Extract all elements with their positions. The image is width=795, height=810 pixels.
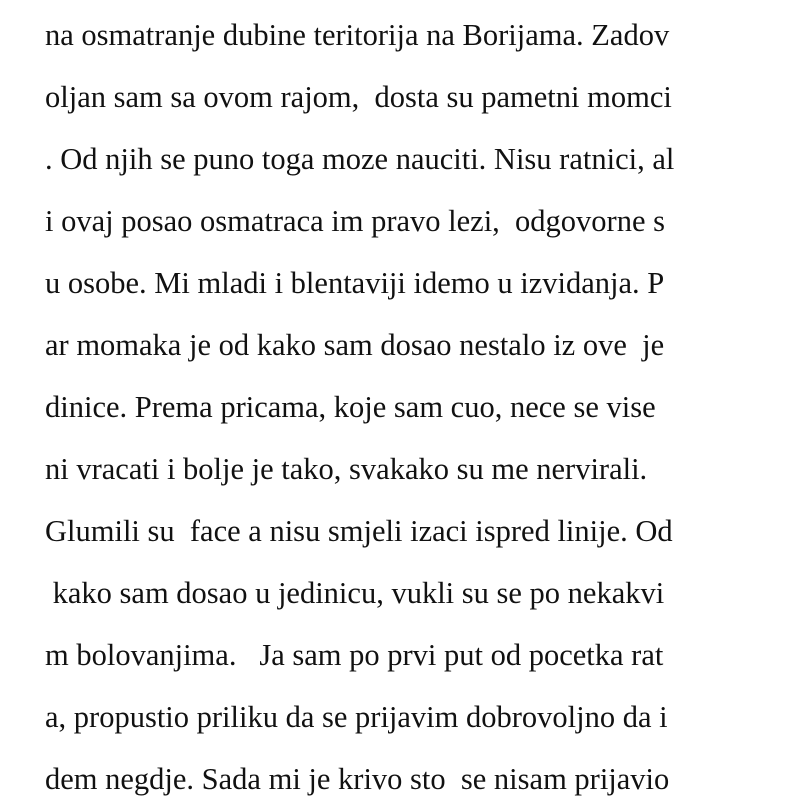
- text-line: ni vracati i bolje je tako, svakako su me nervirali.: [45, 452, 648, 486]
- text-line: dem negdje. Sada mi je krivo sto se nisam prijavio: [45, 762, 670, 796]
- text-line: . Od njih se puno toga moze nauciti. Nisu ratnici, al: [45, 142, 675, 176]
- text-line: oljan sam sa ovom rajom, dosta su pametni momci: [45, 80, 672, 114]
- text-line: Glumili su face a nisu smjeli izaci ispred linije. Od: [45, 514, 673, 548]
- text-line: u osobe. Mi mladi i blentaviji idemo u izvidanja. P: [45, 266, 665, 300]
- text-line: na osmatranje dubine teritorija na Borijama. Zadov: [45, 18, 670, 52]
- body-text: [45, 4, 785, 810]
- text-line: a, propustio priliku da se prijavim dobrovoljno da i: [45, 700, 668, 734]
- text-line: m bolovanjima. Ja sam po prvi put od pocetka rat: [45, 638, 664, 672]
- text-line: dinice. Prema pricama, koje sam cuo, nece se vise: [45, 390, 656, 424]
- text-line: kako sam dosao u jedinicu, vukli su se po nekakvi: [45, 576, 665, 610]
- text-line: ar momaka je od kako sam dosao nestalo iz ove je: [45, 328, 665, 362]
- text-line: i ovaj posao osmatraca im pravo lezi, odgovorne s: [45, 204, 665, 238]
